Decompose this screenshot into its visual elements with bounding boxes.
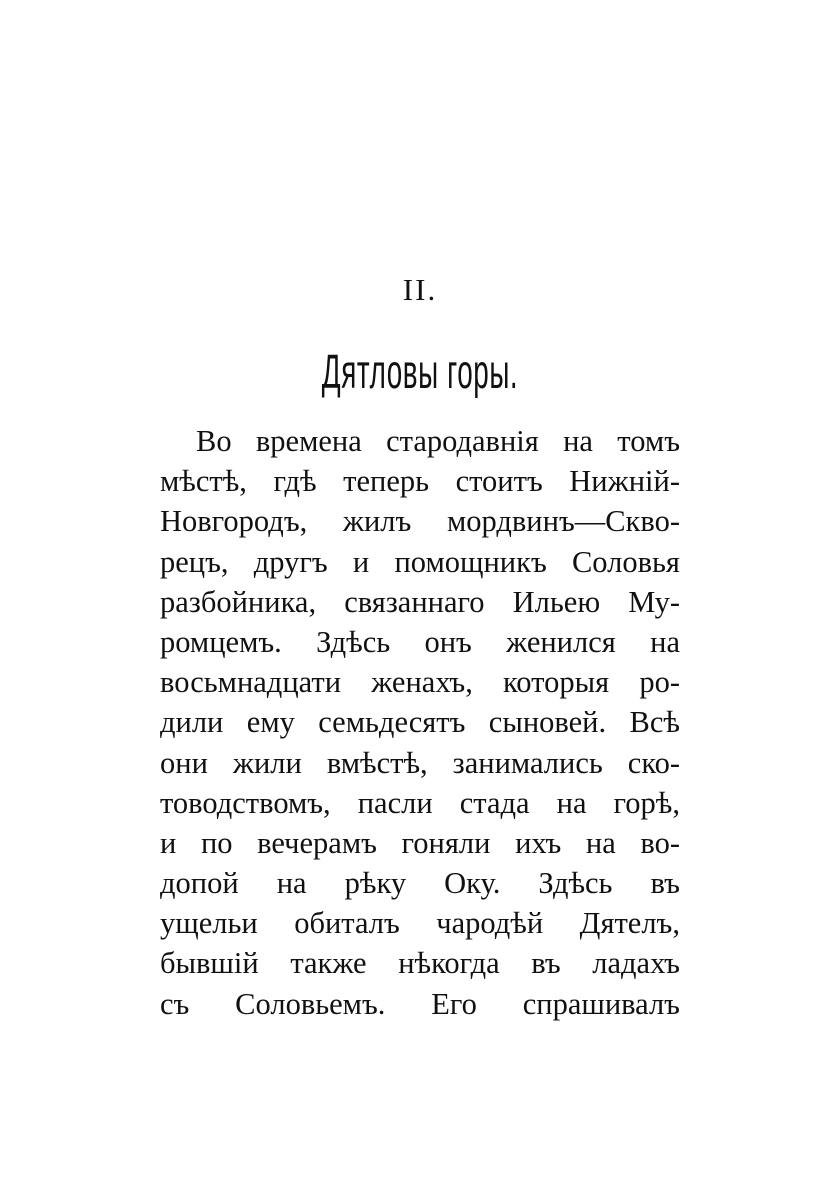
chapter-title: Дятловы горы.	[321, 346, 519, 399]
text-line: допой на рѣку Оку. Здѣсь въ	[160, 866, 680, 901]
text-line: съ Соловьемъ. Его спрашивалъ	[160, 986, 680, 1021]
text-line: товодствомъ, пасли стада на горѣ,	[160, 785, 680, 820]
text-line: восьмнадцати женахъ, которыя ро-	[160, 665, 680, 700]
text-line: дили ему семьдесятъ сыновей. Всѣ	[160, 705, 680, 740]
text-line: мѣстѣ, гдѣ теперь стоитъ Нижній-	[160, 464, 680, 499]
text-line: Во времена стародавнія на томъ	[196, 424, 680, 458]
text-line: ромцемъ. Здѣсь онъ женился на	[160, 624, 680, 659]
chapter-number: II.	[402, 272, 438, 307]
text-line: бывшій также нѣкогда въ ладахъ	[160, 946, 680, 981]
text-line: они жили вмѣстѣ, занимались ско-	[160, 745, 680, 780]
text-line: рецъ, другъ и помощникъ Соловья	[160, 544, 680, 579]
text-line: Новгородъ, жилъ мордвинъ—Скво-	[160, 504, 680, 539]
text-line: разбойника, связаннаго Ильею Му-	[160, 584, 680, 619]
text-line: и по вечерамъ гоняли ихъ на во-	[160, 825, 680, 860]
text-line: ущельи обиталъ чародѣй Дятелъ,	[160, 906, 680, 941]
paragraph	[160, 421, 680, 1024]
